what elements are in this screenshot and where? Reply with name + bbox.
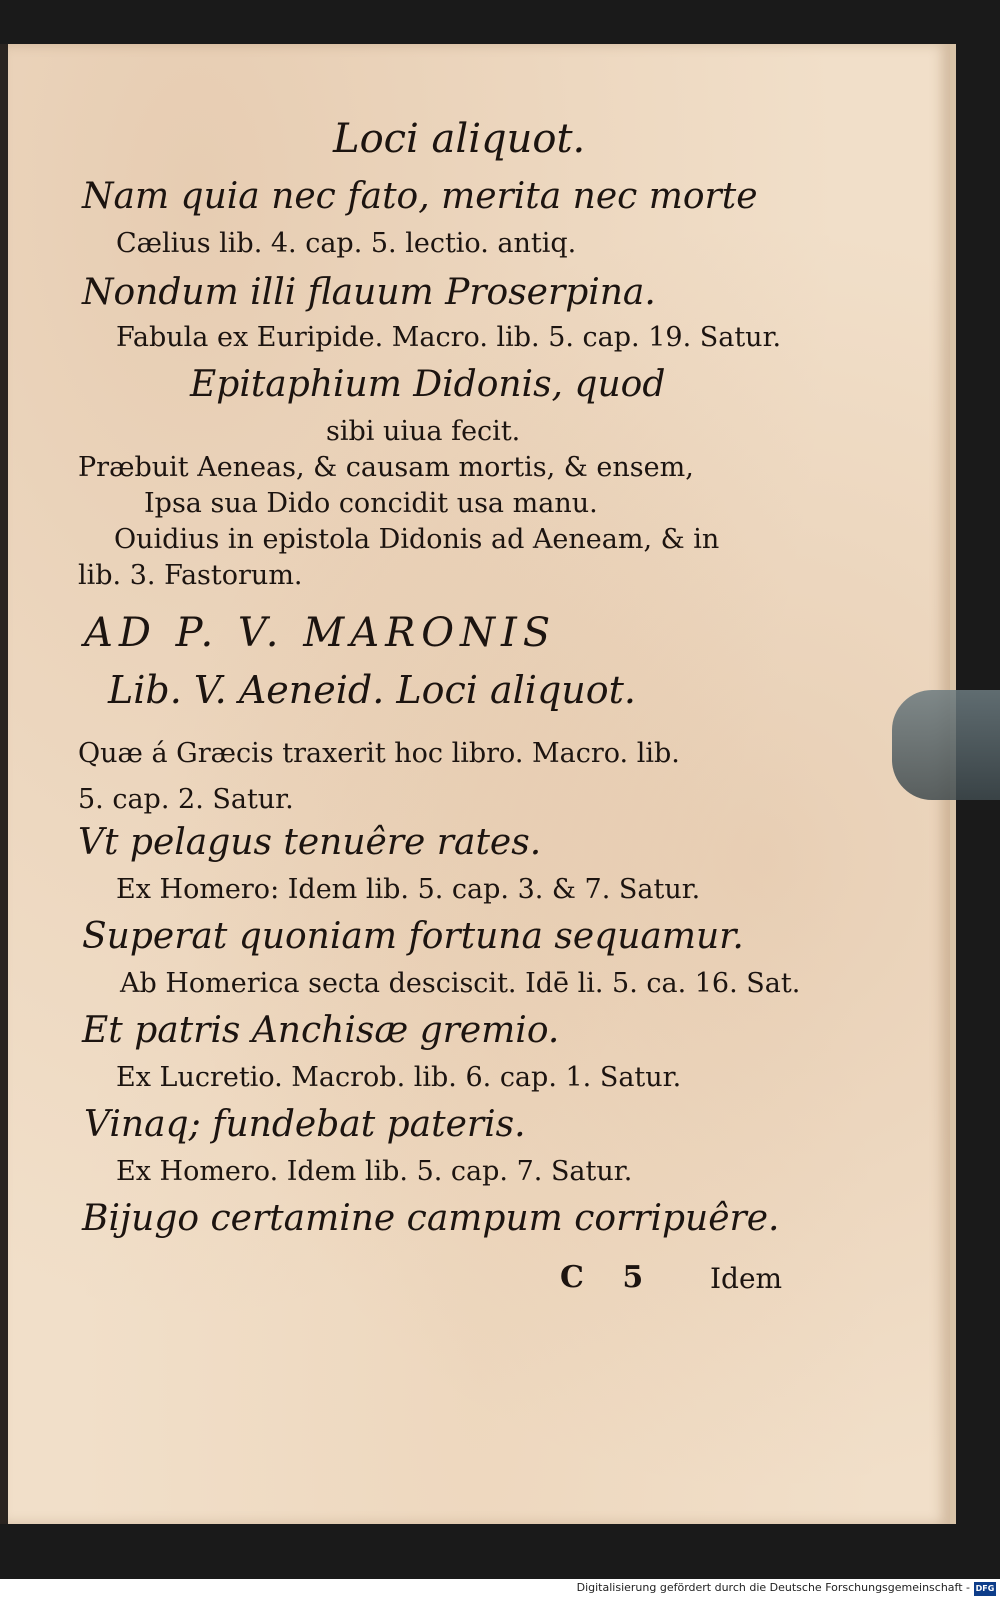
text-line-13: Vt pelagus tenuêre rates. bbox=[78, 822, 542, 863]
footer-credit: Digitalisierung gefördert durch die Deutsche Forschungsgemeinschaft - bbox=[576, 1581, 970, 1594]
page-heading: Loci aliquot. bbox=[333, 116, 586, 162]
text-line-15: Superat quoniam fortuna sequamur. bbox=[82, 916, 744, 957]
text-line-20: Ex Homero. Idem lib. 5. cap. 7. Satur. bbox=[116, 1156, 633, 1187]
text-line-17: Et patris Anchisæ gremio. bbox=[82, 1010, 560, 1051]
signature-mark: C 5 bbox=[560, 1260, 658, 1295]
section-subtitle: Lib. V. Aeneid. Loci aliquot. bbox=[108, 668, 636, 712]
dfg-logo-icon: DFG bbox=[974, 1582, 996, 1596]
text-line-21: Bijugo certamine campum corripuêre. bbox=[82, 1198, 780, 1239]
text-line-7: Præbuit Aeneas, & causam mortis, & ensem, bbox=[78, 452, 694, 483]
text-line-8: Ipsa sua Dido concidit usa manu. bbox=[144, 488, 598, 519]
section-title: AD P. V. MARONIS bbox=[84, 610, 557, 656]
text-line-10: lib. 3. Fastorum. bbox=[78, 560, 303, 591]
page-clip-tab bbox=[892, 690, 1000, 800]
footer-bar bbox=[0, 1579, 1000, 1600]
text-line-14: Ex Homero: Idem lib. 5. cap. 3. & 7. Satur. bbox=[116, 874, 701, 905]
text-line-16: Ab Homerica secta desciscit. Idē li. 5. ca. 16. Sat. bbox=[120, 968, 801, 999]
text-line-2: Cælius lib. 4. cap. 5. lectio. antiq. bbox=[116, 228, 577, 259]
book-page bbox=[8, 44, 956, 1524]
text-line-12: 5. cap. 2. Satur. bbox=[78, 784, 294, 815]
text-line-11: Quæ á Græcis traxerit hoc libro. Macro. lib. bbox=[78, 738, 680, 769]
text-line-6: sibi uiua fecit. bbox=[326, 416, 521, 447]
text-line-18: Ex Lucretio. Macrob. lib. 6. cap. 1. Satur. bbox=[116, 1062, 682, 1093]
text-line-3: Nondum illi flauum Proserpina. bbox=[82, 272, 656, 313]
text-line-9: Ouidius in epistola Didonis ad Aeneam, & in bbox=[114, 524, 720, 555]
catchword: Idem bbox=[710, 1262, 783, 1295]
text-line-19: Vinaq; fundebat pateris. bbox=[84, 1104, 526, 1145]
text-line-4: Fabula ex Euripide. Macro. lib. 5. cap. 19. Satur. bbox=[116, 322, 782, 353]
text-line-5: Epitaphium Didonis, quod bbox=[190, 364, 666, 405]
text-line-1: Nam quia nec fato, merita nec morte bbox=[82, 176, 758, 217]
